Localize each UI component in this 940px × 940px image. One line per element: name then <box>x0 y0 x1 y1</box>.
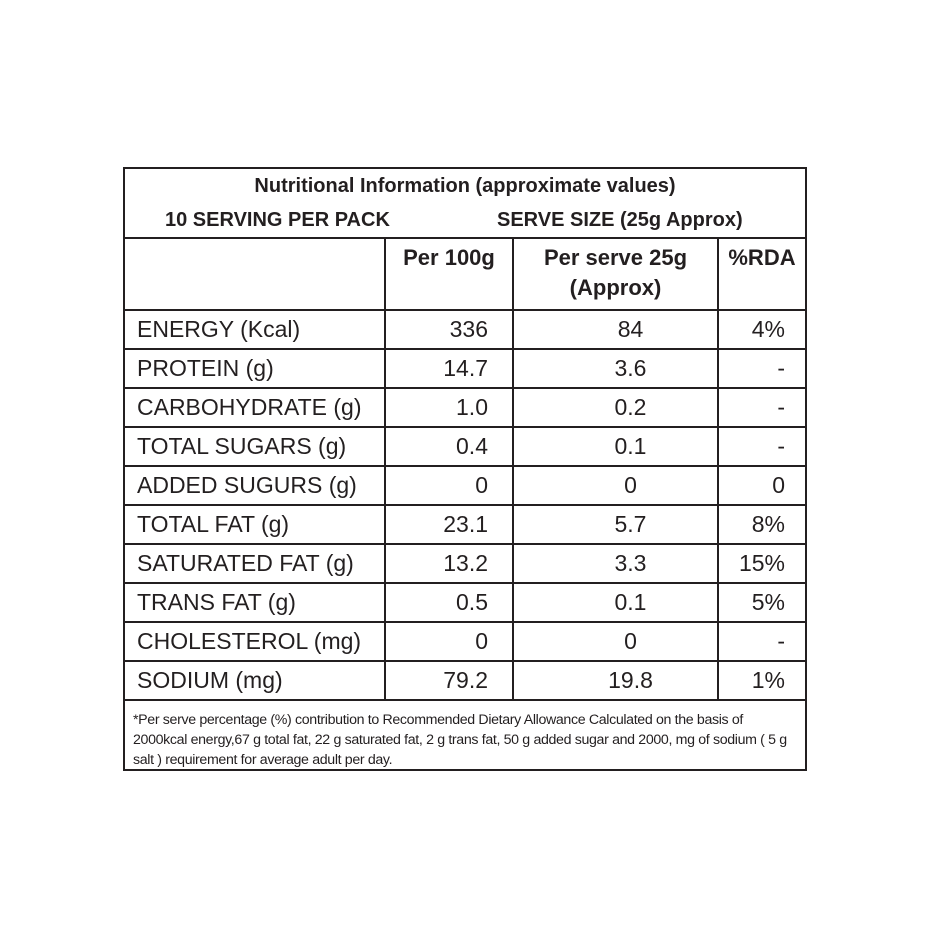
servings-per-pack: 10 SERVING PER PACK <box>165 209 390 231</box>
panel-title: Nutritional Information (approximate values) <box>254 175 676 197</box>
rda-cell: - <box>718 349 805 388</box>
per-serve-cell: 0.1 <box>513 427 718 466</box>
nutrient-name-cell: SODIUM (mg) <box>125 661 385 700</box>
per-100g-cell: 13.2 <box>385 544 513 583</box>
nutrient-name-cell: TRANS FAT (g) <box>125 583 385 622</box>
rda-cell: 0 <box>718 466 805 505</box>
per-serve-cell: 0 <box>513 622 718 661</box>
per-100g-cell: 23.1 <box>385 505 513 544</box>
footnote: *Per serve percentage (%) contribution to Recommended Dietary Allowance Calculated on the basis of 2000kcal energy,67 g total fat, 22 g saturated fat, 2 g trans fat, 50 g added sugar and 2000, mg of sodium ( 5 g salt ) requirement for average adult per day. <box>133 712 787 768</box>
table-row <box>125 505 805 544</box>
table-row <box>125 466 805 505</box>
nutrient-name-cell: TOTAL FAT (g) <box>125 505 385 544</box>
per-100g-cell: 0.5 <box>385 583 513 622</box>
table-row <box>125 349 805 388</box>
per-serve-cell: 0.2 <box>513 388 718 427</box>
rda-cell: 4% <box>718 310 805 349</box>
nutrient-name-cell: TOTAL SUGARS (g) <box>125 427 385 466</box>
per-100g-cell: 336 <box>385 310 513 349</box>
per-serve-cell: 3.6 <box>513 349 718 388</box>
nutrient-name-cell: CHOLESTEROL (mg) <box>125 622 385 661</box>
rda-cell: 15% <box>718 544 805 583</box>
table-row <box>125 427 805 466</box>
column-header-per-serve: Per serve 25g (Approx) <box>513 239 718 310</box>
per-serve-cell: 19.8 <box>513 661 718 700</box>
per-100g-cell: 0 <box>385 622 513 661</box>
rda-cell: - <box>718 388 805 427</box>
per-100g-cell: 1.0 <box>385 388 513 427</box>
table-row <box>125 661 805 700</box>
per-100g-cell: 14.7 <box>385 349 513 388</box>
rda-cell: 1% <box>718 661 805 700</box>
rda-cell: - <box>718 427 805 466</box>
nutrient-name-cell: PROTEIN (g) <box>125 349 385 388</box>
table-row <box>125 310 805 349</box>
column-header-rda: %RDA <box>718 239 805 310</box>
nutrition-facts-panel <box>123 167 807 771</box>
nutrient-name-cell: ENERGY (Kcal) <box>125 310 385 349</box>
rda-cell: - <box>718 622 805 661</box>
per-serve-cell: 84 <box>513 310 718 349</box>
per-serve-cell: 0 <box>513 466 718 505</box>
table-row <box>125 583 805 622</box>
nutrient-name-cell: ADDED SUGURS (g) <box>125 466 385 505</box>
table-row <box>125 544 805 583</box>
table-row <box>125 388 805 427</box>
per-serve-cell: 5.7 <box>513 505 718 544</box>
nutrient-name-cell: SATURATED FAT (g) <box>125 544 385 583</box>
table-row <box>125 622 805 661</box>
rda-cell: 8% <box>718 505 805 544</box>
serve-size: SERVE SIZE (25g Approx) <box>497 209 743 231</box>
nutrition-table <box>125 239 805 701</box>
column-header-nutrient <box>125 239 385 310</box>
per-100g-cell: 79.2 <box>385 661 513 700</box>
rda-cell: 5% <box>718 583 805 622</box>
per-serve-cell: 0.1 <box>513 583 718 622</box>
column-header-per-100g: Per 100g <box>385 239 513 310</box>
column-header-row <box>125 239 805 310</box>
per-100g-cell: 0 <box>385 466 513 505</box>
per-serve-cell: 3.3 <box>513 544 718 583</box>
nutrient-name-cell: CARBOHYDRATE (g) <box>125 388 385 427</box>
per-100g-cell: 0.4 <box>385 427 513 466</box>
panel-header <box>125 169 805 239</box>
